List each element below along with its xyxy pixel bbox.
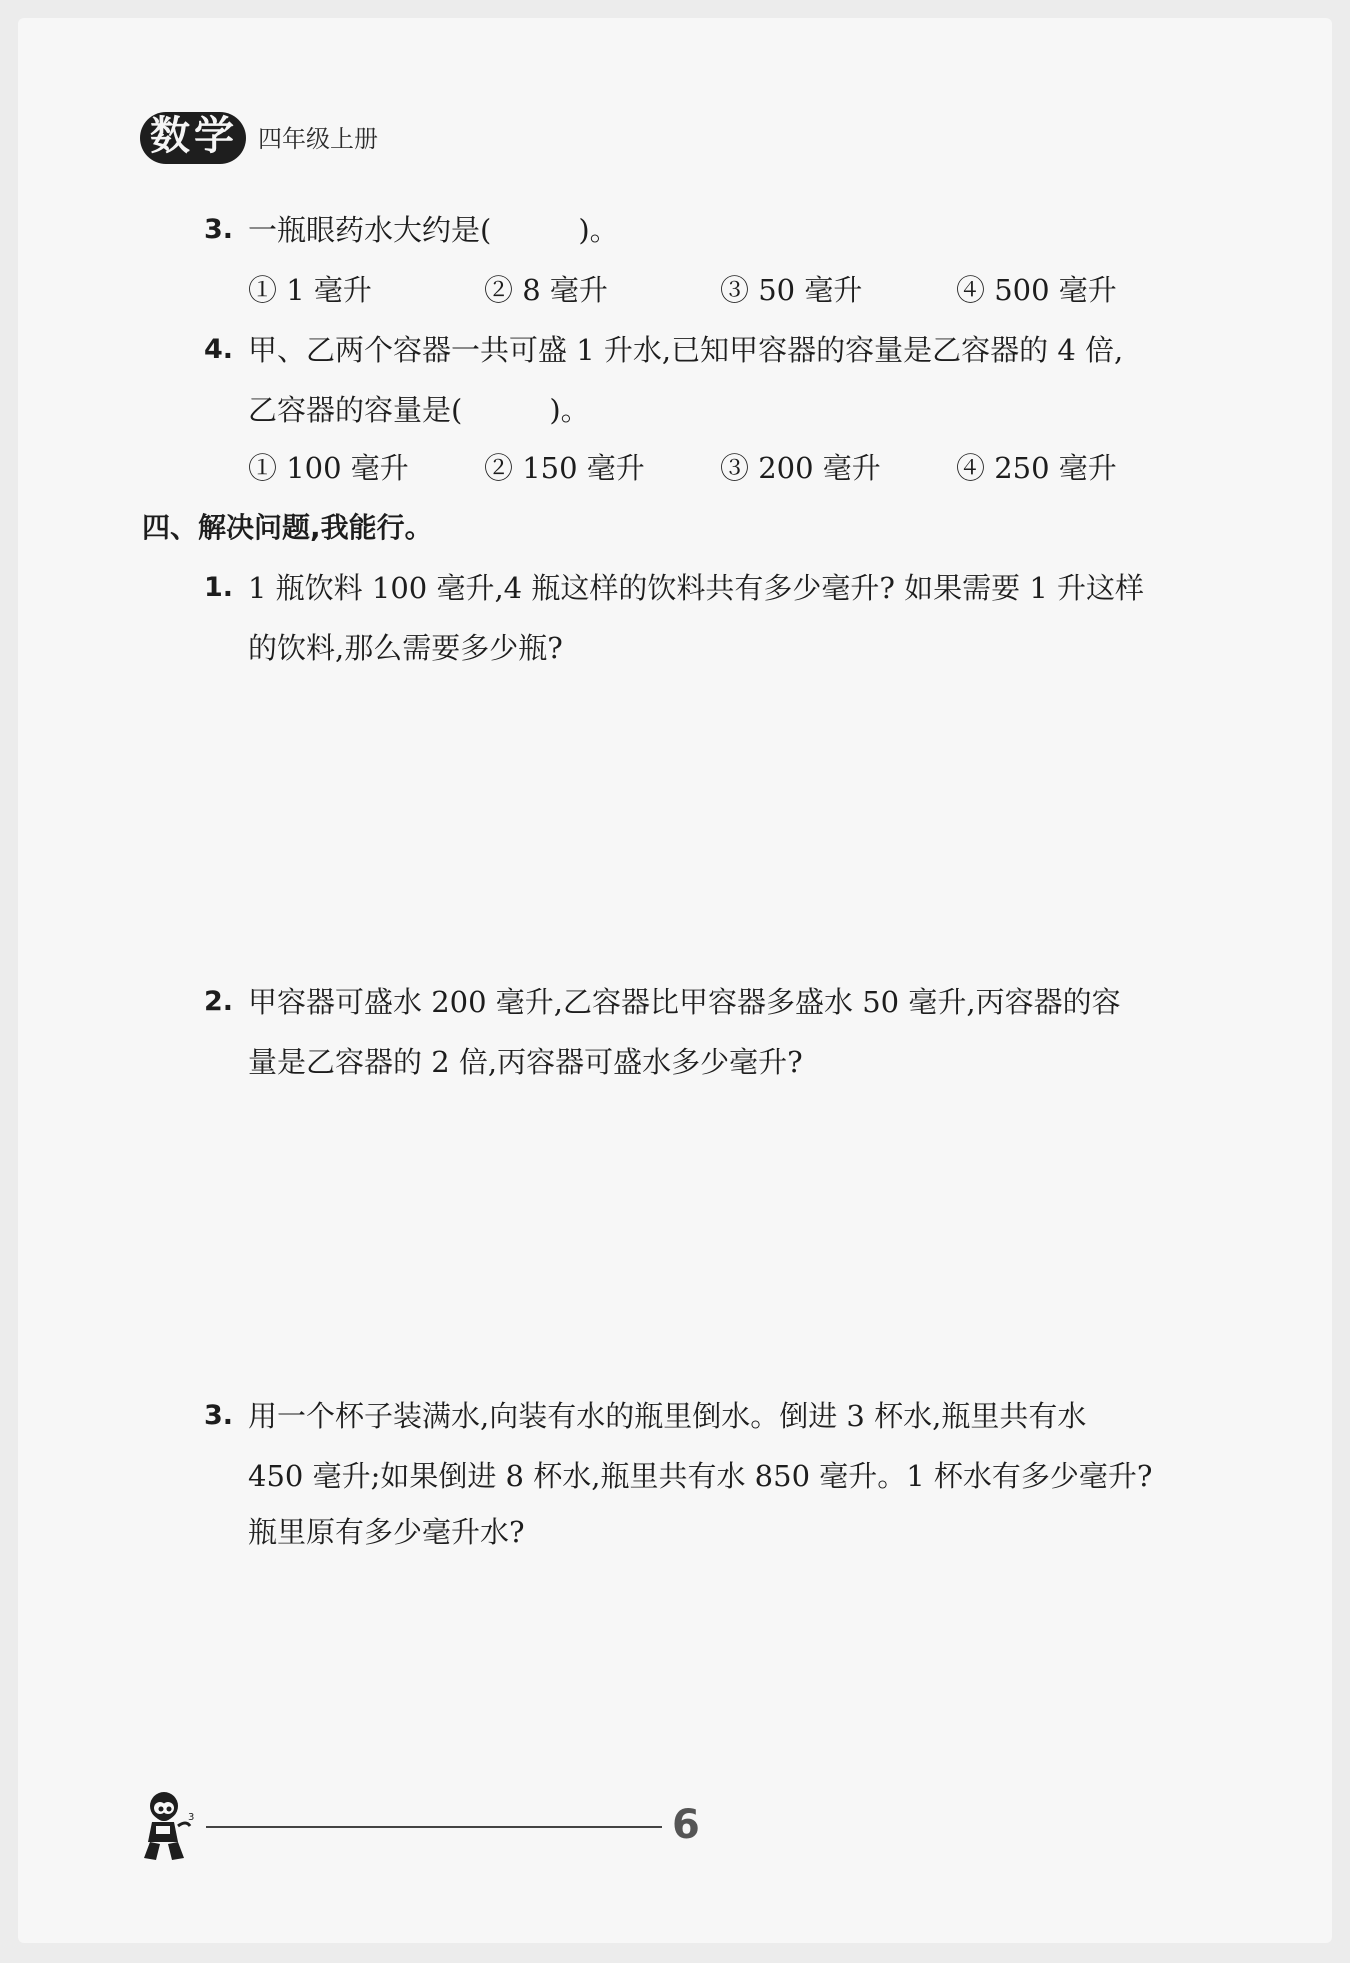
answer-option[interactable]: ① 100 毫升 xyxy=(248,451,409,485)
question-text: 一瓶眼药水大约是( )。 xyxy=(248,213,619,247)
question-number: 3. xyxy=(204,214,234,245)
problem-number: 3. xyxy=(204,1400,234,1431)
problem-text: 450 毫升;如果倒进 8 杯水,瓶里共有水 850 毫升。1 杯水有多少毫升? xyxy=(248,1459,1153,1493)
problem-text: 的饮料,那么需要多少瓶? xyxy=(248,631,563,665)
section-title: 四、解决问题,我能行。 xyxy=(142,511,433,544)
subject-title: 数学 xyxy=(150,113,238,159)
problem-text: 1 瓶饮料 100 毫升,4 瓶这样的饮料共有多少毫升? 如果需要 1 升这样 xyxy=(248,571,1144,605)
problem-number: 1. xyxy=(204,572,234,603)
question-text: 甲、乙两个容器一共可盛 1 升水,已知甲容器的容量是乙容器的 4 倍, xyxy=(248,333,1124,367)
page-number: 6 xyxy=(672,1802,700,1848)
problem-text: 瓶里原有多少毫升水? xyxy=(248,1515,525,1549)
answer-option[interactable]: ④ 250 毫升 xyxy=(956,451,1117,485)
answer-option[interactable]: ② 150 毫升 xyxy=(484,451,645,485)
svg-text:3: 3 xyxy=(188,1812,195,1823)
answer-option[interactable]: ② 8 毫升 xyxy=(484,273,608,307)
answer-option[interactable]: ① 1 毫升 xyxy=(248,273,372,307)
page-sheet xyxy=(18,18,1332,1943)
question-text: 乙容器的容量是( )。 xyxy=(248,393,590,427)
problem-text: 甲容器可盛水 200 毫升,乙容器比甲容器多盛水 50 毫升,丙容器的容 xyxy=(248,985,1121,1019)
grade-label: 四年级上册 xyxy=(258,125,378,153)
problem-text: 用一个杯子装满水,向装有水的瓶里倒水。倒进 3 杯水,瓶里共有水 xyxy=(248,1399,1087,1433)
mascot-icon xyxy=(138,1786,198,1866)
footer-rule xyxy=(206,1826,662,1828)
answer-option[interactable]: ③ 200 毫升 xyxy=(720,451,881,485)
question-number: 4. xyxy=(204,334,234,365)
answer-option[interactable]: ④ 500 毫升 xyxy=(956,273,1117,307)
problem-text: 量是乙容器的 2 倍,丙容器可盛水多少毫升? xyxy=(248,1045,803,1079)
problem-number: 2. xyxy=(204,986,234,1017)
answer-option[interactable]: ③ 50 毫升 xyxy=(720,273,863,307)
